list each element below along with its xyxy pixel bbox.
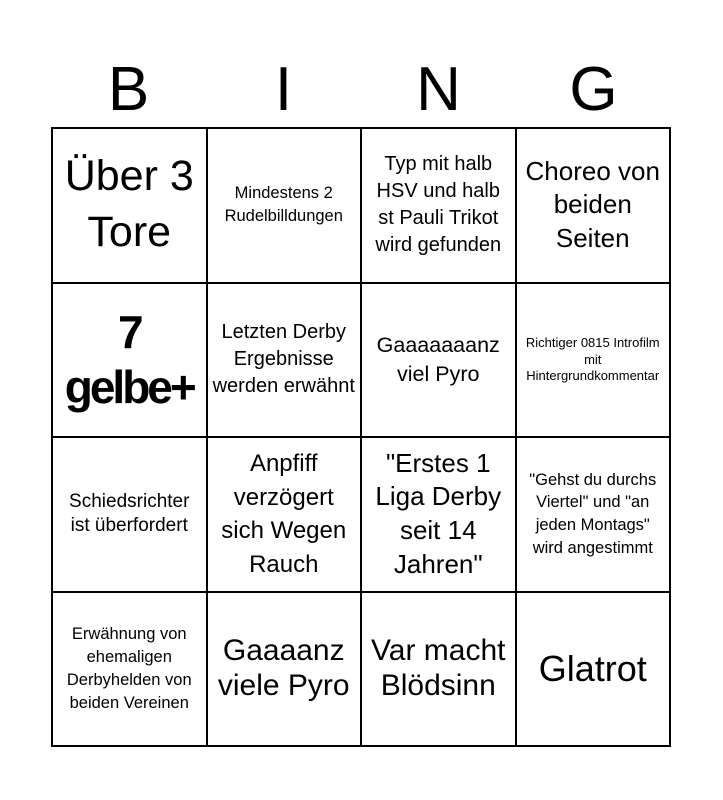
bingo-cell[interactable] [53,438,208,593]
header-letter-b: B [107,55,150,124]
cell-text: Erwähnung von ehemaligen Derbyhelden von beiden Vereinen [66,625,192,712]
cell-text: Choreo von beiden Seiten [525,155,660,254]
cell-text: Mindestens 2 Rudelbilldungen [224,184,343,226]
header-letter-g: G [569,55,618,124]
bingo-cell[interactable] [53,284,208,439]
bingo-cell[interactable] [208,129,363,284]
cell-text: Anpfiff verzögert sich Wegen Rauch [221,450,347,578]
cell-text: Var macht Blödsinn [371,633,506,702]
cell-text: Gaaaanz viele Pyro [217,633,350,702]
bingo-cell[interactable] [517,129,672,284]
bingo-cell[interactable] [362,284,517,439]
header-letter-n: N [416,55,461,124]
bingo-cell[interactable] [53,593,208,748]
bingo-cell[interactable] [517,593,672,748]
header-letter-i: I [274,55,293,124]
cell-text: Typ mit halb HSV und halb st Pauli Trikot wird gefunden [375,152,502,257]
cell-text: Richtiger 0815 Introfilm mit Hintergrundkommentar [525,335,660,383]
cell-text: Glatrot [538,647,647,689]
cell-text: Über 3 Tore [64,152,194,257]
bingo-cell[interactable] [208,593,363,748]
bingo-cell[interactable] [517,284,672,439]
bingo-cell[interactable] [208,438,363,593]
cell-text: Letzten Derby Ergebnisse werden erwähnt [212,320,355,398]
cell-text: "Erstes 1 Liga Derby seit 14 Jahren" [375,447,502,580]
bingo-cell[interactable] [362,129,517,284]
bingo-cell[interactable] [208,284,363,439]
bingo-cell[interactable] [362,438,517,593]
cell-text: Schiedsrichter ist überfordert [69,490,190,537]
cell-text: 7 gelbe+ [64,305,194,413]
bingo-header [51,52,671,128]
bingo-cell[interactable] [53,129,208,284]
cell-text: "Gehst du durchs Viertel" und "an jeden Montags" wird angestimmt [529,470,657,558]
cell-text: Gaaaaaaanz viel Pyro [376,332,500,386]
bingo-cell[interactable] [362,593,517,748]
bingo-board [51,127,671,747]
bingo-cell[interactable] [517,438,672,593]
